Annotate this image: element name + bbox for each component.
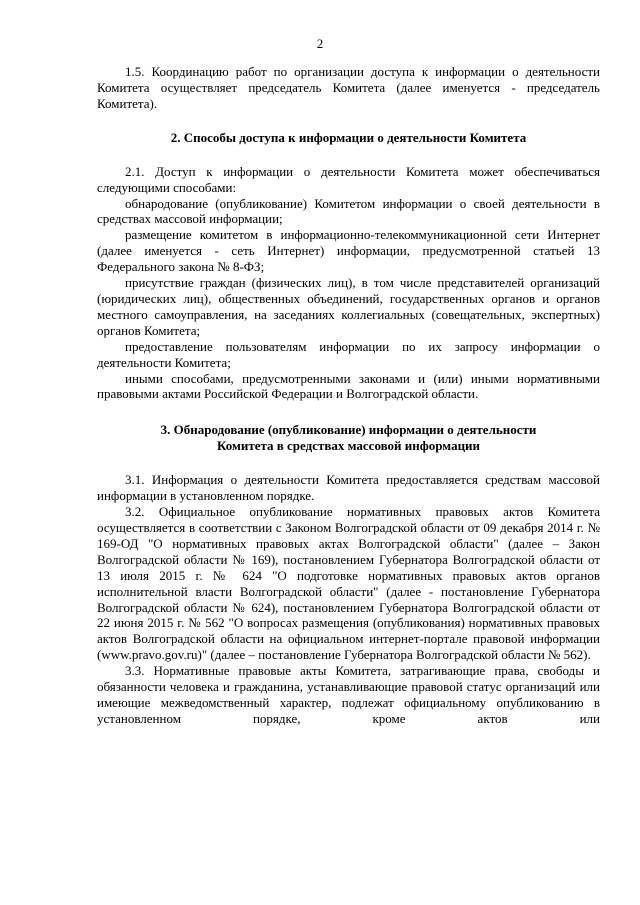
paragraph-2-1-b: размещение комитетом в информационно-телекоммуникационной сети Интернет (далее именуется - сеть Интернет) информации, предусмотренной статьей 13 Федерального закона № 8-ФЗ; <box>97 227 600 275</box>
paragraph-2-1: 2.1. Доступ к информации о деятельности Комитета может обеспечиваться следующими способами: <box>97 163 600 195</box>
section-2-heading: 2. Способы доступа к информации о деятельности Комитета <box>170 129 527 145</box>
section-3-heading-line-2: Комитета в средствах массовой информации <box>216 438 481 454</box>
paragraph-2-1-a: обнародование (опубликование) Комитетом информации о своей деятельности в средствах массовой информации; <box>97 195 600 227</box>
paragraph-1-5: 1.5. Координацию работ по организации доступа к информации о деятельности Комитета осуществляет председатель Комитета (далее именуется - председатель Комитета). <box>97 64 600 111</box>
paragraph-2-1-e: иными способами, предусмотренными законами и (или) иными нормативными правовыми актами Российской Федерации и Волгоградской области. <box>97 370 600 402</box>
document-body <box>97 64 600 727</box>
paragraph-3-1: 3.1. Информация о деятельности Комитета предоставляется средствам массовой информации в установленном порядке. <box>97 472 600 504</box>
section-3-heading-line-1: 3. Обнародование (опубликование) информации о деятельности <box>160 422 537 438</box>
paragraph-3-2: 3.2. Официальное опубликование нормативных правовых актов Комитета осуществляется в соответствии с Законом Волгоградской области от 09 декабря 2014 г. № 169-ОД "О нормативных правовых актах Волгоградской области" (далее – Закон Волгоградской области № 169), постановлением Губернатора Волгоградской области от 13 июля 2015 г. № 624 "О подготовке нормативных правовых актов органов исполнительной власти Волгоградской области" (далее - постановление Губернатора Волгоградской области № 624), постановлением Губернатора Волгоградской области от 22 июня 2015 г. № 562 "О вопросах размещения (опубликования) нормативных правовых актов Волгоградской области на официальном интернет-портале правовой информации (www.pravo.gov.ru)" (далее – постановление Губернатора Волгоградской области № 562). <box>97 504 600 663</box>
page-number: 2 <box>316 36 324 51</box>
paragraph-3-3: 3.3. Нормативные правовые акты Комитета, затрагивающие права, свободы и обязанности человека и гражданина, устанавливающие правовой статус организаций или имеющие межведомственный характер, подлежат официальному опубликованию в установленном порядке, кроме актов или <box>97 663 600 726</box>
paragraph-2-1-c: присутствие граждан (физических лиц), в том числе представителей организаций (юридических лиц), общественных объединений, государственных органов и органов местного самоуправления, на заседаниях коллегиальных (совещательных, экспертных) органов Комитета; <box>97 275 600 338</box>
paragraph-2-1-d: предоставление пользователям информации по их запросу информации о деятельности Комитета; <box>97 338 600 370</box>
